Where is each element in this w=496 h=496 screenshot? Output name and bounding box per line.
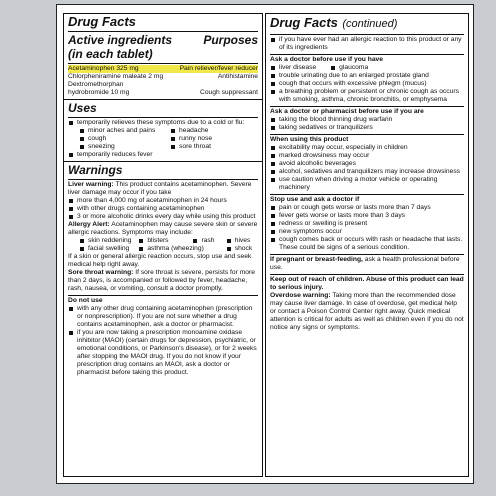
allergy-alert: Allergy Alert: Acetaminophen may cause severe skin or severe allergic reactions. Symptoms may include:: [68, 221, 258, 236]
ask-pharmacist-item: taking sedatives or tranquilizers: [270, 124, 464, 132]
overdose-warning: Overdose warning: Taking more than the recommended dose may cause liver damage. In case of overdose, get medical help or contact a Poison Control Center right away. Quick medical attention is critical for adults as well as children even if you do not notice any signs or symptoms.: [270, 292, 464, 331]
allergy-symptom: rash: [193, 237, 224, 245]
liver-item: with other drugs containing acetaminophen: [68, 205, 258, 213]
stop-use-item: pain or cough gets worse or lasts more than 7 days: [270, 204, 464, 212]
liver-item: more than 4,000 mg of acetaminophen in 24 hours: [68, 197, 258, 205]
when-using-item: use caution when driving a motor vehicle or operating machinery: [270, 176, 464, 192]
allergy-symptom: skin reddening: [80, 237, 137, 245]
allergy-symptom-list: [68, 237, 258, 253]
uses-fever: temporarily reduces fever: [68, 151, 258, 159]
ask-doctor-item: cough that occurs with excessive phlegm (mucus): [270, 80, 464, 88]
purposes-heading: Purposes: [203, 33, 258, 47]
allergic-reaction-item: if you have ever had an allergic reaction to this product or any of its ingredients: [270, 36, 464, 52]
uses-heading: Uses: [68, 101, 97, 115]
sore-throat-warning: Sore throat warning: If sore throat is severe, persists for more than 2 days, is accompanied or followed by fever, headache, rash, nausea, or vomiting, consult a doctor promptly.: [68, 269, 255, 292]
symptom-item: runny nose: [171, 135, 258, 143]
keep-out-of-reach: Keep out of reach of children. Abuse of this product can lead to serious injury.: [270, 276, 464, 291]
symptom-item: minor aches and pains: [80, 127, 167, 135]
when-using-heading: When using this product: [270, 136, 349, 143]
liver-warning: Liver warning: This product contains acetaminophen. Severe liver damage may occur if you take: [68, 181, 252, 196]
ask-pharmacist-heading: Ask a doctor or pharmacist before use if you are: [270, 108, 424, 115]
right-column: [265, 13, 469, 477]
warnings-heading: Warnings: [68, 163, 123, 177]
allergy-symptom: asthma (wheezing): [139, 245, 224, 253]
ask-pharmacist-item: taking the blood thinning drug warfarin: [270, 116, 464, 124]
stop-use-item: new symptoms occur: [270, 228, 464, 236]
ask-doctor-item: glaucoma: [330, 64, 368, 72]
symptom-item: sore throat: [171, 143, 258, 151]
active-ingredients-heading: Active ingredients: [68, 33, 173, 47]
when-using-item: marked drowsiness may occur: [270, 152, 464, 160]
ask-doctor-item: a breathing problem or persistent or chronic cough as occurs with smoking, asthma, chronic bronchitis, or emphysema: [270, 88, 464, 104]
pregnancy-warning: If pregnant or breast-feeding, ask a health professional before use.: [270, 256, 460, 271]
allergy-symptom: facial swelling: [80, 245, 137, 253]
stop-use-item: redness or swelling is present: [270, 220, 464, 228]
allergy-symptom: hives: [227, 237, 258, 245]
ingredient-row: Acetaminophen 325 mg Pain reliever/fever reducer: [68, 65, 258, 72]
symptom-list: [68, 127, 258, 151]
stop-use-item: cough comes back or occurs with rash or headache that lasts. These could be signs of a serious condition.: [270, 236, 464, 252]
drug-facts-title: Drug Facts: [68, 14, 136, 29]
do-not-use-item: if you are now taking a prescription monoamine oxidase inhibitor (MAOI) (certain drugs for depression, psychiatric, or emotional conditions, or Parkinson's disease), or for 2 weeks after stopping the MAOI drug. If you do not know if your prescription drug contains an MAOI, ask a doctor or pharmacist before taking this product.: [68, 329, 258, 377]
uses-intro: temporarily relieves these symptoms due to a cold or flu:: [68, 119, 258, 127]
allergy-symptom: shock: [227, 245, 258, 253]
symptom-item: sneezing: [80, 143, 167, 151]
drug-facts-label: [56, 4, 474, 484]
drug-facts-continued-title: Drug Facts (continued): [270, 15, 398, 30]
stop-use-heading: Stop use and ask a doctor if: [270, 196, 360, 203]
left-column: [63, 13, 263, 477]
ingredient-row: Dextromethorphan: [68, 81, 124, 88]
active-ingredients-sub: (in each tablet): [68, 47, 153, 61]
symptom-item: cough: [80, 135, 167, 143]
ask-doctor-row: [270, 64, 464, 72]
ingredient-row: Chlorpheniramine maleate 2 mg Antihistamine: [68, 73, 258, 80]
stop-use-item: fever gets worse or lasts more than 3 days: [270, 212, 464, 220]
ask-doctor-heading: Ask a doctor before use if you have: [270, 56, 383, 63]
ask-doctor-item: trouble urinating due to an enlarged prostate gland: [270, 72, 464, 80]
allergy-after: If a skin or general allergic reaction occurs, stop use and seek medical help right away.: [68, 253, 252, 268]
do-not-use-item: with any other drug containing acetaminophen (prescription or nonprescription). If you are not sure whether a drug contains acetaminophen, ask a doctor or pharmacist.: [68, 305, 258, 329]
liver-item: 3 or more alcoholic drinks every day while using this product: [68, 213, 258, 221]
ask-doctor-item: liver disease: [270, 64, 316, 72]
symptom-item: headache: [171, 127, 258, 135]
when-using-item: avoid alcoholic beverages: [270, 160, 464, 168]
allergy-symptom: blisters: [139, 237, 191, 245]
do-not-use-heading: Do not use: [68, 297, 103, 304]
ingredient-row: hydrobromide 10 mg Cough suppressant: [68, 89, 258, 96]
when-using-item: alcohol, sedatives and tranquilizers may increase drowsiness: [270, 168, 464, 176]
when-using-item: excitability may occur, especially in children: [270, 144, 464, 152]
